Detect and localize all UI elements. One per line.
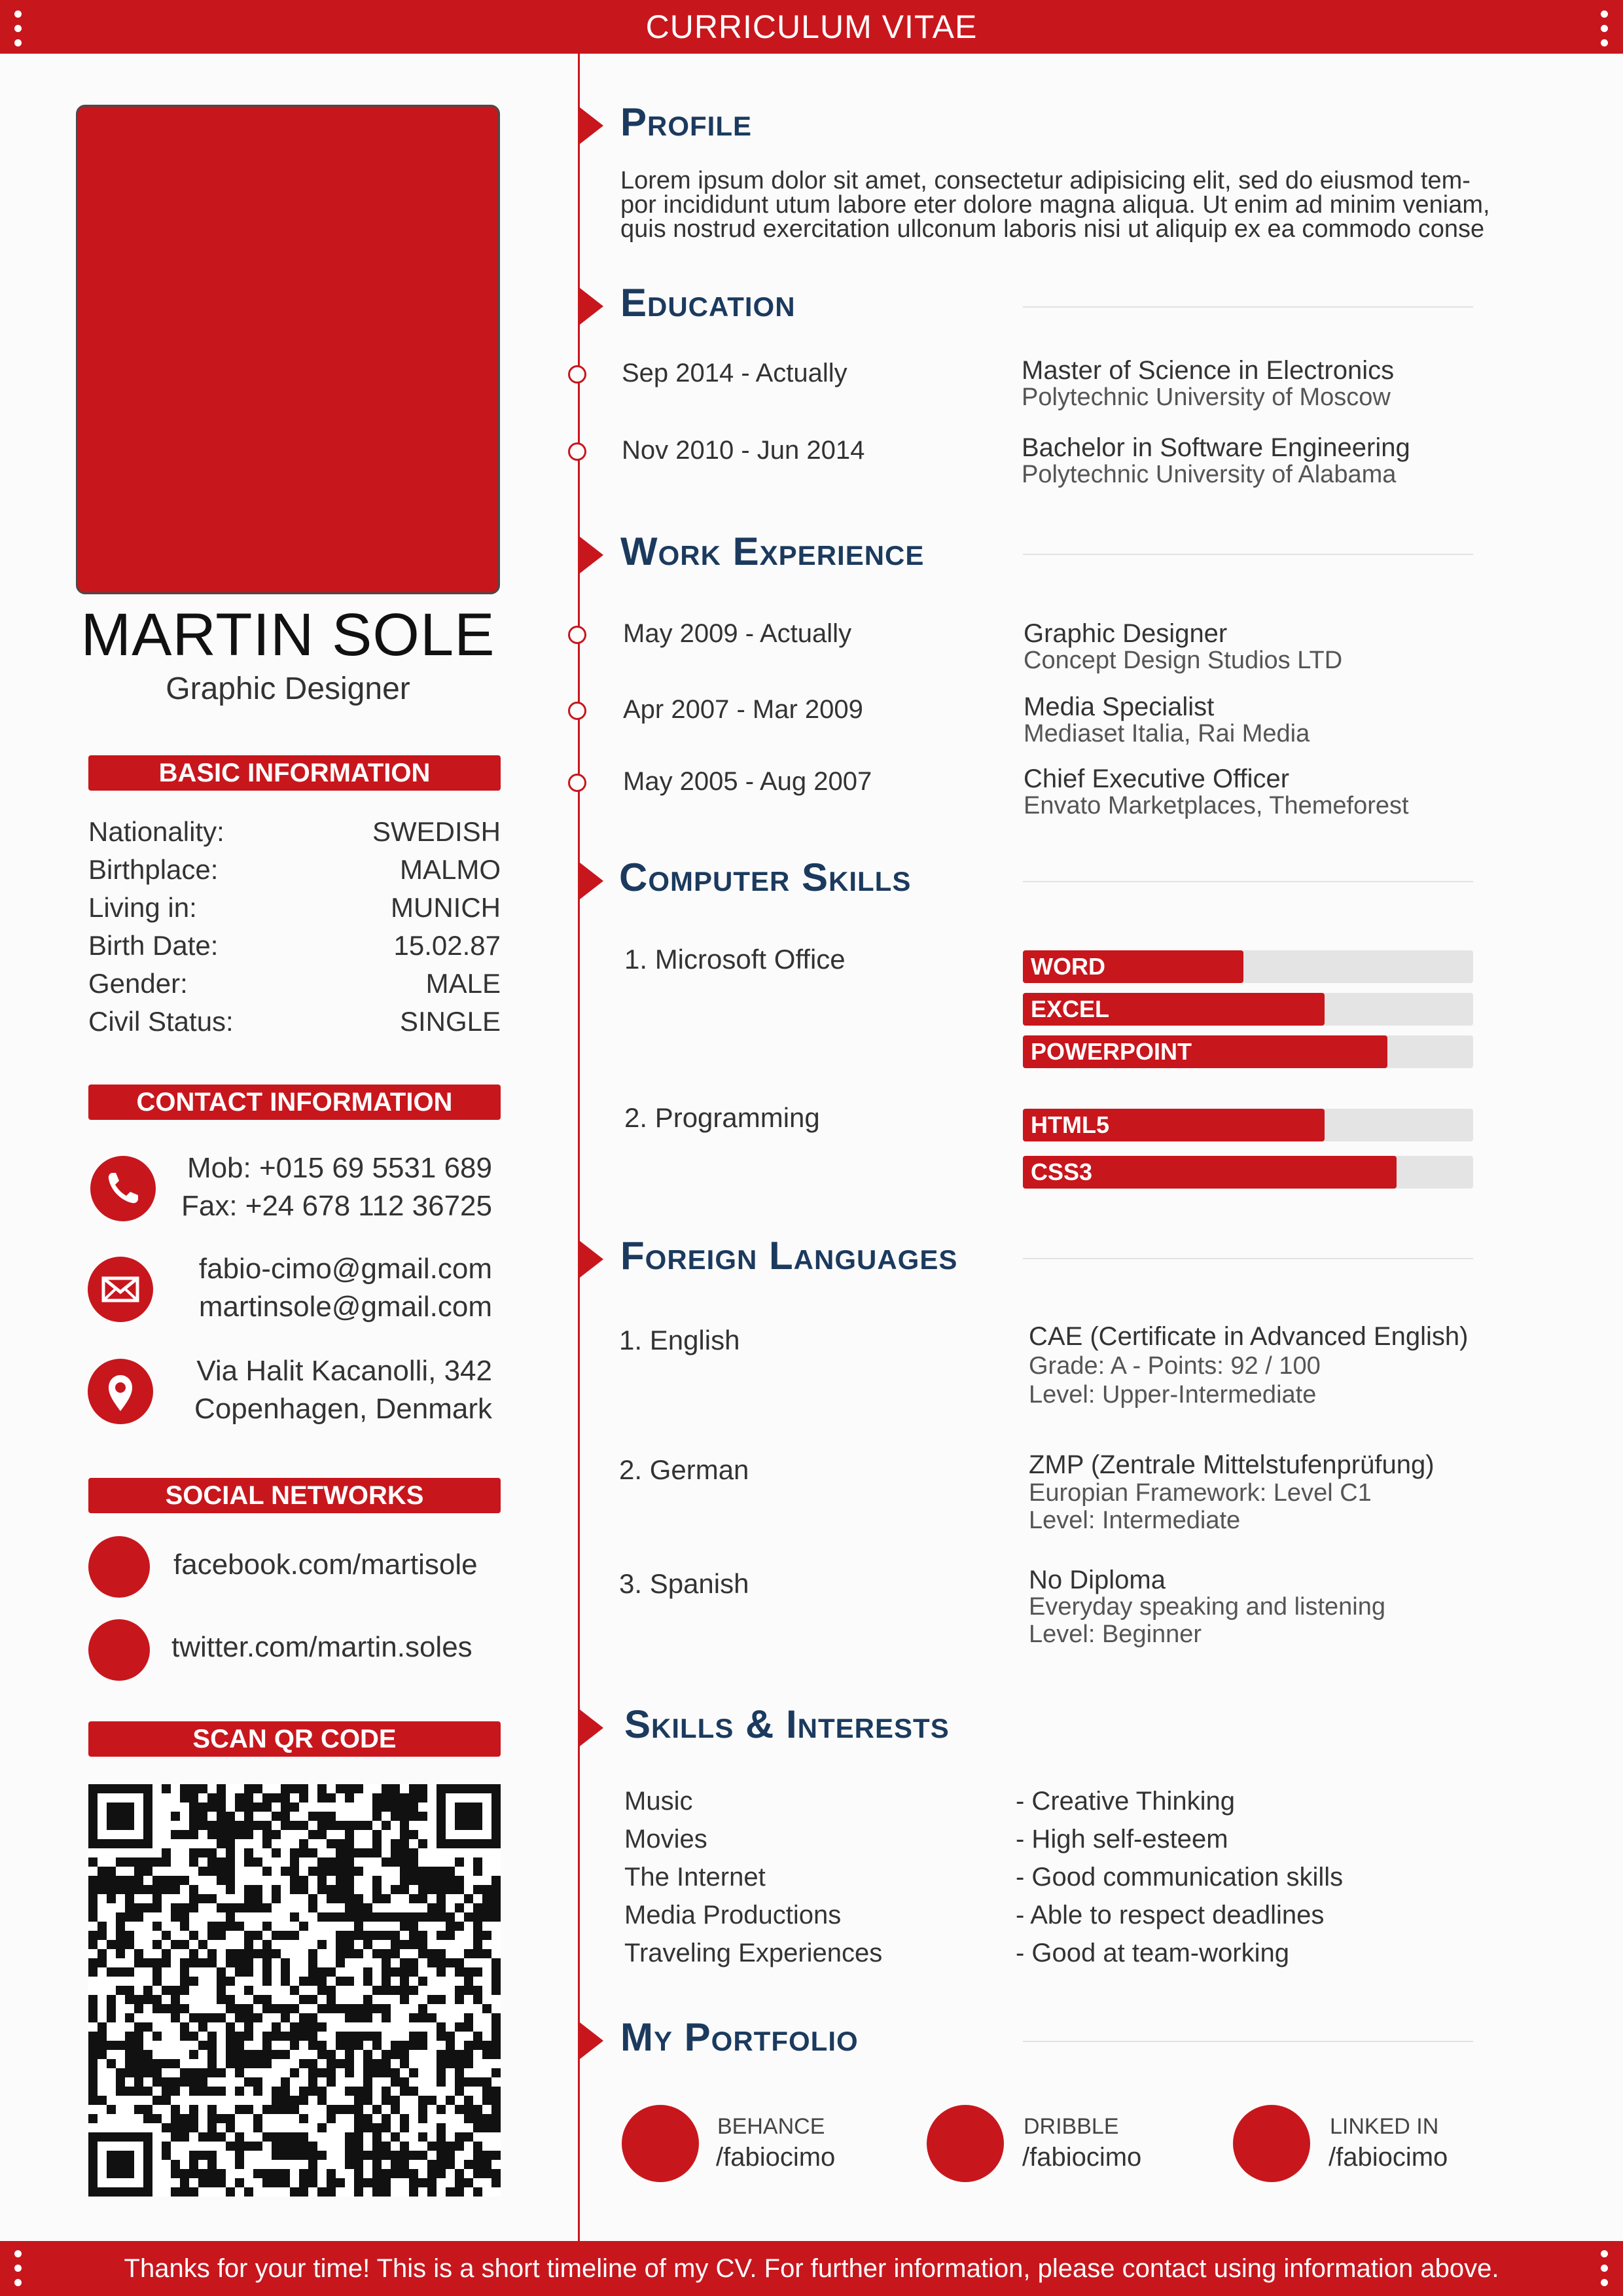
skill-bar bbox=[1023, 1109, 1473, 1141]
work-date: May 2005 - Aug 2007 bbox=[623, 767, 872, 796]
portfolio-arrow-icon bbox=[580, 2022, 603, 2059]
language-cert: ZMP (Zentrale Mittelstufenprüfung) bbox=[1029, 1450, 1435, 1479]
language-name: 2. German bbox=[619, 1454, 749, 1485]
portfolio-title: My Portfolio bbox=[620, 2015, 859, 2059]
portfolio-label: DRIBBLE bbox=[1024, 2114, 1119, 2139]
language-level: Level: Upper-Intermediate bbox=[1029, 1381, 1317, 1408]
header-bar bbox=[0, 0, 1623, 54]
info-row: Birth Date: 15.02.87 bbox=[88, 930, 501, 961]
divider bbox=[1023, 2041, 1473, 2042]
timeline-dot bbox=[568, 626, 586, 644]
portfolio-label: BEHANCE bbox=[717, 2114, 825, 2139]
info-row: Nationality: SWEDISH bbox=[88, 816, 501, 847]
divider bbox=[1023, 306, 1473, 308]
portfolio-handle[interactable]: /fabiocimo bbox=[716, 2143, 836, 2172]
timeline-dot bbox=[568, 365, 586, 384]
language-detail: Europian Framework: Level C1 bbox=[1029, 1479, 1372, 1507]
timeline-dot bbox=[568, 702, 586, 720]
work-role: Graphic Designer bbox=[1024, 619, 1228, 648]
skill-group-name: 1. Microsoft Office bbox=[624, 944, 846, 975]
skills-title: Computer Skills bbox=[619, 855, 912, 899]
education-school: Polytechnic University of Moscow bbox=[1022, 384, 1391, 411]
language-detail: Everyday speaking and listening bbox=[1029, 1593, 1386, 1621]
skill-bar bbox=[1023, 950, 1473, 983]
work-arrow-icon bbox=[580, 537, 603, 573]
language-name: 3. Spanish bbox=[619, 1568, 749, 1599]
linkedin-icon[interactable] bbox=[1233, 2105, 1310, 2182]
interests-arrow-icon bbox=[580, 1710, 603, 1746]
qr-code bbox=[88, 1784, 501, 2197]
info-row: Gender: MALE bbox=[88, 968, 501, 999]
skill-bar-fill: CSS3 bbox=[1023, 1156, 1397, 1189]
info-row: Civil Status: SINGLE bbox=[88, 1006, 501, 1037]
interest-item: Music bbox=[624, 1787, 693, 1816]
divider bbox=[1023, 554, 1473, 555]
education-title: Education bbox=[620, 281, 796, 325]
footer-bar bbox=[0, 2241, 1623, 2296]
interest-item: The Internet bbox=[624, 1863, 766, 1892]
email-info: fabio-cimo@gmail.com martinsole@gmail.com bbox=[198, 1253, 492, 1323]
work-title: Work Experience bbox=[620, 529, 925, 573]
facebook-icon[interactable] bbox=[88, 1536, 150, 1598]
skill-item: - Able to respect deadlines bbox=[1016, 1901, 1325, 1929]
portfolio-label: LINKED IN bbox=[1330, 2114, 1439, 2139]
interest-item: Traveling Experiences bbox=[624, 1939, 883, 1967]
skill-bar-fill: WORD bbox=[1023, 950, 1243, 983]
skill-bar bbox=[1023, 1156, 1473, 1189]
education-degree: Master of Science in Electronics bbox=[1022, 356, 1395, 385]
profile-text: Lorem ipsum dolor sit amet, consectetur adipisicing elit, sed do eiusmod tem- por incididunt utum labore eter dolore magna aliqua. Ut enim ad minim veniam, quis nostrud exercitation ullconum laboris nisi ut aliquip ex ea commodo conse bbox=[620, 167, 1490, 243]
language-detail: Grade: A - Points: 92 / 100 bbox=[1029, 1352, 1321, 1380]
footer-left-dots-icon bbox=[14, 2250, 22, 2293]
skill-item: - Good at team-working bbox=[1016, 1939, 1289, 1967]
skill-bar-fill: HTML5 bbox=[1023, 1109, 1325, 1141]
work-company: Concept Design Studios LTD bbox=[1024, 647, 1343, 674]
education-date: Sep 2014 - Actually bbox=[622, 359, 847, 387]
dribbble-icon[interactable] bbox=[927, 2105, 1004, 2182]
facebook-link[interactable]: facebook.com/martisole bbox=[173, 1549, 478, 1581]
work-date: May 2009 - Actually bbox=[623, 619, 852, 648]
language-level: Level: Beginner bbox=[1029, 1621, 1202, 1648]
skill-group-name: 2. Programming bbox=[624, 1102, 820, 1133]
work-role: Chief Executive Officer bbox=[1024, 764, 1290, 793]
header-title: CURRICULUM VITAE bbox=[645, 9, 978, 45]
interests-title: Skills & Interests bbox=[624, 1702, 950, 1746]
skills-arrow-icon bbox=[580, 863, 603, 899]
social-heading: SOCIAL NETWORKS bbox=[88, 1478, 501, 1513]
portfolio-handle[interactable]: /fabiocimo bbox=[1329, 2143, 1448, 2172]
education-arrow-icon bbox=[580, 288, 603, 325]
work-company: Envato Marketplaces, Themeforest bbox=[1024, 792, 1409, 819]
skill-bar bbox=[1023, 1035, 1473, 1068]
profile-title: Profile bbox=[620, 100, 753, 144]
qr-heading: SCAN QR CODE bbox=[88, 1721, 501, 1757]
behance-icon[interactable] bbox=[622, 2105, 699, 2182]
divider bbox=[1023, 881, 1473, 882]
person-title: Graphic Designer bbox=[166, 672, 410, 706]
interest-item: Media Productions bbox=[624, 1901, 842, 1929]
education-degree: Bachelor in Software Engineering bbox=[1022, 433, 1410, 462]
work-role: Media Specialist bbox=[1024, 692, 1215, 721]
divider bbox=[1023, 1258, 1473, 1259]
timeline-dot bbox=[568, 774, 586, 792]
skill-bar-fill: EXCEL bbox=[1023, 993, 1325, 1026]
phone-info: Mob: +015 69 5531 689 Fax: +24 678 112 36725 bbox=[181, 1152, 492, 1222]
work-company: Mediaset Italia, Rai Media bbox=[1024, 720, 1310, 747]
timeline-dot bbox=[568, 442, 586, 461]
footer-right-dots-icon bbox=[1601, 2250, 1609, 2293]
profile-arrow-icon bbox=[580, 107, 603, 144]
languages-arrow-icon bbox=[580, 1241, 603, 1278]
header-right-dots-icon bbox=[1601, 10, 1609, 54]
contact-heading: CONTACT INFORMATION bbox=[88, 1085, 501, 1120]
profile-photo bbox=[76, 105, 500, 594]
language-cert: No Diploma bbox=[1029, 1566, 1166, 1594]
language-cert: CAE (Certificate in Advanced English) bbox=[1029, 1322, 1469, 1351]
portfolio-handle[interactable]: /fabiocimo bbox=[1022, 2143, 1142, 2172]
language-name: 1. English bbox=[619, 1325, 740, 1355]
education-date: Nov 2010 - Jun 2014 bbox=[622, 436, 865, 465]
skill-item: - Creative Thinking bbox=[1016, 1787, 1235, 1816]
work-date: Apr 2007 - Mar 2009 bbox=[623, 695, 863, 724]
language-level: Level: Intermediate bbox=[1029, 1507, 1241, 1534]
skill-item: - High self-esteem bbox=[1016, 1825, 1228, 1854]
skill-item: - Good communication skills bbox=[1016, 1863, 1344, 1892]
basic-info-heading: BASIC INFORMATION bbox=[88, 755, 501, 791]
skill-bar bbox=[1023, 993, 1473, 1026]
footer-text: Thanks for your time! This is a short timeline of my CV. For further information, please contact using information above. bbox=[124, 2254, 1499, 2283]
person-name: MARTIN SOLE bbox=[80, 601, 495, 668]
skill-bar-fill: POWERPOINT bbox=[1023, 1035, 1387, 1068]
info-row: Birthplace: MALMO bbox=[88, 854, 501, 885]
address-info: Via Halit Kacanolli, 342 Copenhagen, Denmark bbox=[194, 1355, 492, 1425]
languages-title: Foreign Languages bbox=[620, 1234, 958, 1278]
education-school: Polytechnic University of Alabama bbox=[1022, 461, 1397, 488]
twitter-icon[interactable] bbox=[88, 1619, 150, 1681]
info-row: Living in: MUNICH bbox=[88, 892, 501, 923]
interest-item: Movies bbox=[624, 1825, 707, 1854]
twitter-link[interactable]: twitter.com/martin.soles bbox=[171, 1631, 473, 1663]
header-left-dots-icon bbox=[14, 10, 22, 54]
